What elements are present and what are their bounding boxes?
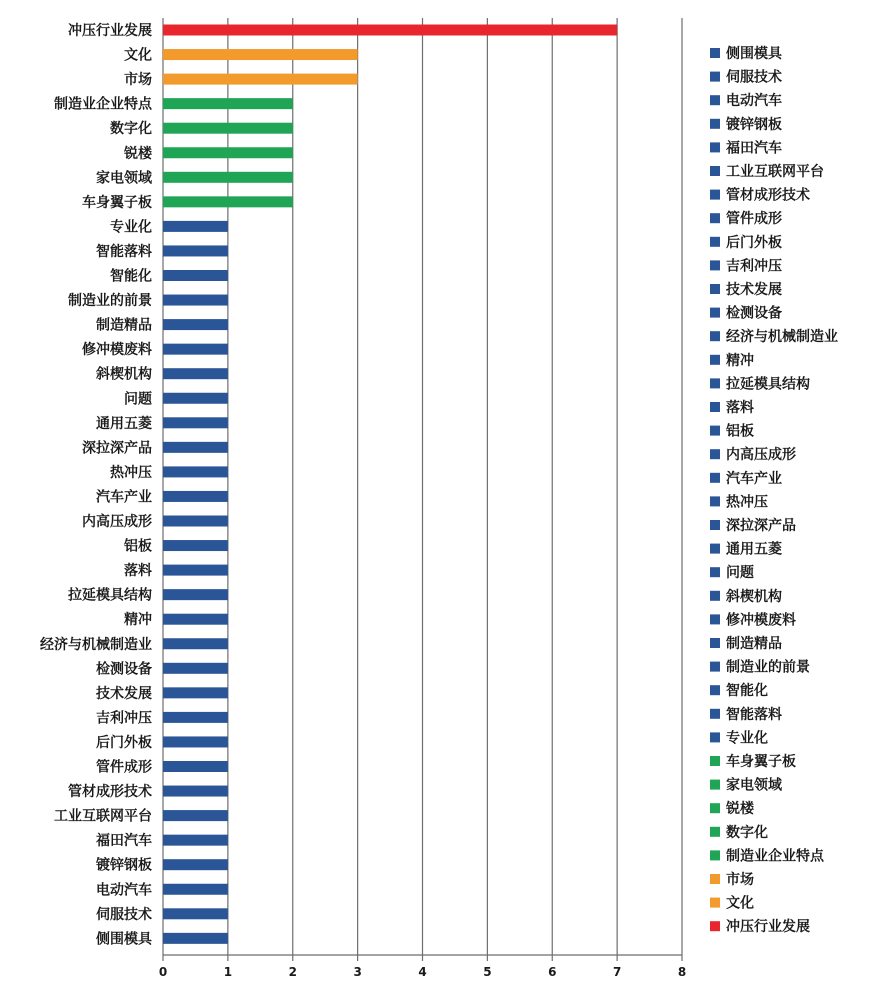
bar [163, 147, 293, 158]
bar [163, 344, 228, 355]
bar [163, 761, 228, 772]
legend-label: 锐楼 [726, 801, 754, 818]
bar [163, 123, 293, 134]
legend-label: 检测设备 [726, 305, 782, 322]
bar [163, 49, 358, 60]
legend-label: 深拉深产品 [726, 518, 796, 534]
legend-swatch [710, 237, 720, 247]
category-label: 管材成形技术 [68, 784, 152, 801]
legend-swatch [710, 378, 720, 388]
legend-label: 通用五菱 [726, 541, 782, 558]
bar [163, 687, 228, 698]
legend-label: 数字化 [726, 824, 768, 841]
category-label: 深拉深产品 [82, 440, 152, 457]
category-label: 文化 [124, 47, 152, 64]
legend-label: 冲压行业发展 [726, 919, 810, 936]
category-label: 工业互联网平台 [54, 808, 152, 825]
legend-label: 内高压成形 [726, 447, 796, 464]
bar [163, 589, 228, 600]
legend-label: 管件成形 [726, 211, 782, 228]
legend-swatch [710, 921, 720, 931]
legend-label: 汽车产业 [726, 470, 782, 487]
category-label: 镀锌钢板 [96, 857, 152, 874]
legend-label: 制造业的前景 [726, 659, 810, 676]
bar [163, 638, 228, 649]
bar [163, 884, 228, 895]
bar [163, 442, 228, 453]
legend-label: 精冲 [726, 352, 754, 369]
legend-label: 技术发展 [726, 282, 782, 298]
legend-label: 修冲模废料 [726, 612, 796, 629]
x-tick-label: 3 [353, 965, 362, 979]
legend-swatch [710, 591, 720, 601]
legend-swatch [710, 496, 720, 506]
legend-swatch [710, 850, 720, 860]
legend-label: 智能化 [726, 683, 768, 700]
bar [163, 810, 228, 821]
x-tick-label: 1 [223, 965, 233, 979]
legend-label: 铝板 [726, 423, 754, 440]
category-label: 问题 [124, 391, 152, 408]
legend-swatch [710, 95, 720, 105]
x-tick-label: 6 [548, 965, 557, 979]
legend-swatch [710, 402, 720, 412]
category-label: 热冲压 [110, 464, 152, 481]
category-label: 专业化 [110, 219, 152, 236]
category-label: 伺服技术 [96, 906, 152, 923]
x-tick-label: 4 [418, 965, 427, 979]
legend-swatch [710, 473, 720, 483]
x-tick-label: 2 [288, 965, 297, 979]
legend-swatch [710, 166, 720, 176]
legend-swatch [710, 709, 720, 719]
category-label: 修冲模废料 [82, 342, 152, 359]
legend-label: 家电领域 [726, 777, 782, 794]
legend-swatch [710, 732, 720, 742]
legend-swatch [710, 756, 720, 766]
bar [163, 245, 228, 256]
x-tick-label: 8 [677, 965, 687, 979]
category-label: 锐楼 [124, 145, 152, 162]
legend-label: 落料 [726, 400, 754, 416]
legend-label: 热冲压 [726, 494, 768, 511]
legend-swatch [710, 614, 720, 624]
legend-label: 车身翼子板 [726, 754, 796, 770]
bar [163, 368, 228, 379]
bar [163, 933, 228, 944]
bar [163, 25, 617, 36]
legend-label: 文化 [726, 895, 754, 912]
legend-label: 专业化 [726, 730, 768, 747]
legend-swatch [710, 213, 720, 223]
bar [163, 319, 228, 330]
category-label: 检测设备 [96, 661, 152, 678]
legend-swatch [710, 520, 720, 530]
legend-swatch [710, 72, 720, 82]
category-label: 通用五菱 [96, 415, 152, 432]
category-label: 技术发展 [96, 685, 152, 702]
legend-swatch [710, 119, 720, 129]
legend-swatch [710, 544, 720, 554]
legend-label: 市场 [726, 872, 754, 888]
legend-label: 福田汽车 [726, 140, 782, 157]
category-label: 家电领域 [96, 170, 152, 187]
category-label: 市场 [124, 72, 152, 89]
legend-label: 制造业企业特点 [726, 848, 824, 865]
legend-label: 智能落料 [726, 706, 782, 723]
category-label: 冲压行业发展 [68, 23, 152, 39]
category-labels [40, 22, 153, 947]
legend-swatch [710, 284, 720, 294]
legend-label: 拉延模具结构 [726, 376, 810, 393]
category-label: 经济与机械制造业 [40, 636, 152, 653]
bar [163, 270, 228, 281]
x-tick-label: 0 [158, 965, 168, 979]
category-label: 吉利冲压 [96, 710, 152, 727]
bar [163, 74, 358, 85]
legend-swatch [710, 685, 720, 695]
legend-label: 工业互联网平台 [726, 164, 824, 180]
legend-swatch [710, 426, 720, 436]
category-label: 管件成形 [96, 759, 152, 776]
category-label: 落料 [124, 563, 152, 580]
legend-swatch [710, 142, 720, 152]
legend-swatch [710, 355, 720, 365]
category-label: 电动汽车 [96, 882, 152, 899]
legend-label: 侧围模具 [726, 46, 782, 62]
category-label: 铝板 [124, 538, 152, 555]
bar [163, 98, 293, 109]
legend-swatch [710, 803, 720, 813]
bar [163, 565, 228, 576]
legend-swatch [710, 638, 720, 648]
category-label: 拉延模具结构 [68, 587, 152, 604]
x-tick-label: 5 [483, 965, 492, 979]
legend-swatch [710, 780, 720, 790]
legend [710, 45, 838, 935]
category-label: 制造精品 [96, 317, 152, 334]
bars [163, 25, 617, 944]
category-label: 侧围模具 [96, 931, 152, 948]
legend-label: 镀锌钢板 [726, 116, 782, 133]
bar [163, 221, 228, 232]
bar [163, 295, 228, 306]
bar [163, 835, 228, 846]
legend-swatch [710, 260, 720, 270]
legend-swatch [710, 898, 720, 908]
category-label: 制造业企业特点 [54, 96, 152, 113]
category-label: 斜楔机构 [96, 366, 152, 383]
bar [163, 908, 228, 919]
bar [163, 417, 228, 428]
x-axis-ticks [159, 955, 686, 979]
legend-swatch [710, 48, 720, 58]
category-label: 汽车产业 [96, 489, 152, 506]
category-label: 车身翼子板 [82, 194, 152, 211]
legend-label: 伺服技术 [726, 69, 782, 86]
legend-swatch [710, 567, 720, 577]
legend-label: 吉利冲压 [726, 258, 782, 275]
category-label: 后门外板 [96, 734, 152, 751]
bar [163, 466, 228, 477]
legend-swatch [710, 874, 720, 884]
bar [163, 712, 228, 723]
legend-label: 管材成形技术 [726, 187, 810, 204]
legend-label: 问题 [726, 565, 754, 582]
bar [163, 172, 293, 183]
bar [163, 516, 228, 527]
bar [163, 393, 228, 404]
legend-swatch [710, 308, 720, 318]
category-label: 精冲 [124, 612, 152, 629]
legend-label: 电动汽车 [726, 93, 782, 110]
category-label: 制造业的前景 [68, 293, 152, 310]
legend-label: 后门外板 [726, 234, 782, 251]
bar [163, 663, 228, 674]
legend-label: 制造精品 [726, 636, 782, 652]
bar [163, 614, 228, 625]
bar [163, 196, 293, 207]
bar [163, 491, 228, 502]
x-tick-label: 7 [612, 965, 622, 979]
legend-swatch [710, 449, 720, 459]
grid-lines [163, 18, 682, 955]
category-label: 内高压成形 [82, 514, 152, 530]
legend-label: 经济与机械制造业 [726, 329, 838, 346]
category-label: 福田汽车 [96, 833, 152, 850]
category-label: 智能落料 [96, 243, 152, 260]
bar [163, 859, 228, 870]
legend-swatch [710, 662, 720, 672]
legend-swatch [710, 827, 720, 837]
bar [163, 736, 228, 747]
category-label: 智能化 [110, 268, 152, 285]
bar [163, 786, 228, 797]
legend-label: 斜楔机构 [726, 588, 782, 605]
legend-swatch [710, 331, 720, 341]
legend-swatch [710, 190, 720, 200]
bar [163, 540, 228, 551]
category-label: 数字化 [110, 121, 152, 138]
